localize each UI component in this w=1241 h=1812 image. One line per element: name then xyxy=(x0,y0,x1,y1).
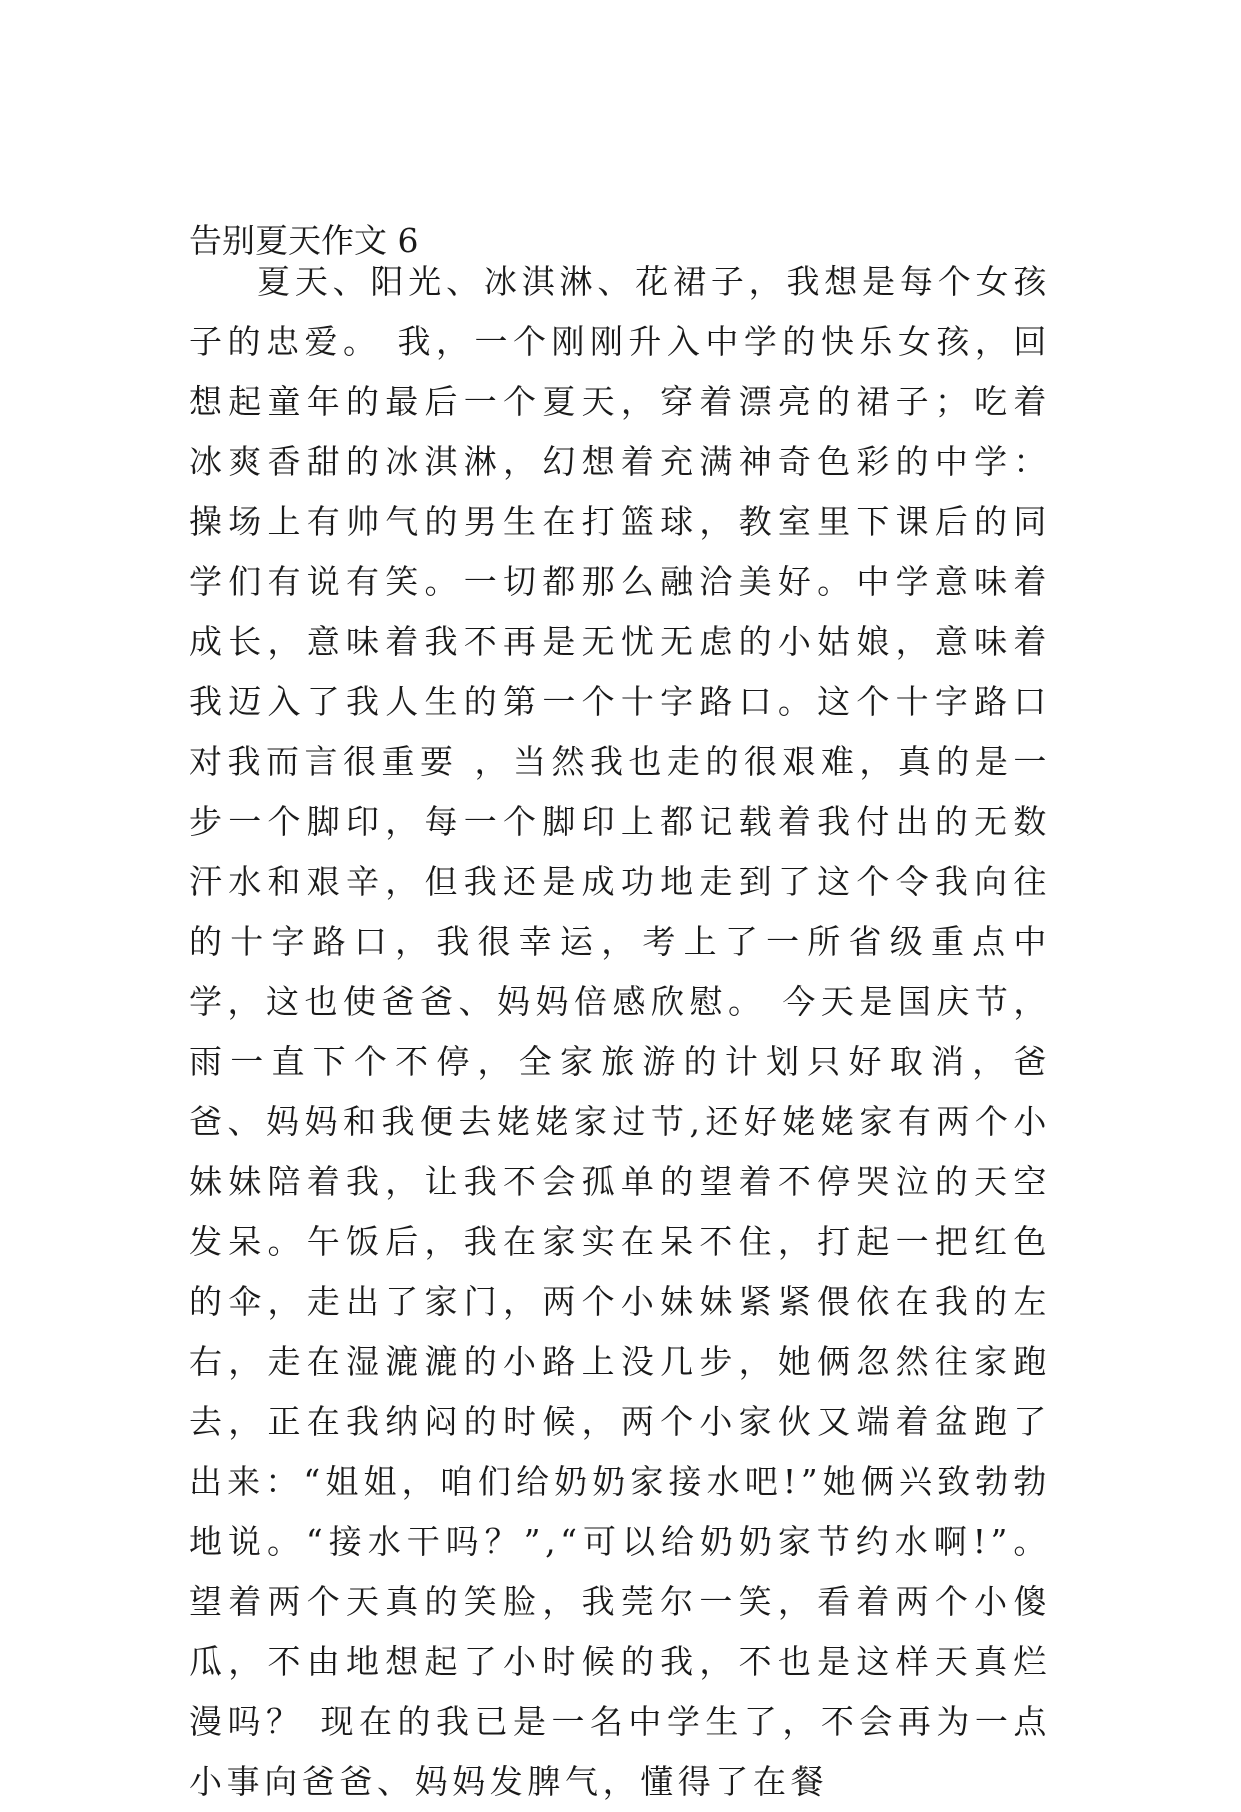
body-paragraph: 夏天、阳光、冰淇淋、花裙子，我想是每个女孩子的忠爱。 我，一个刚刚升入中学的快乐女孩，回想起童年的最后一个夏天，穿着漂亮的裙子；吃着冰爽香甜的冰淇淋，幻想着充满神奇色彩的中学：操场上有帅气的男生在打篮球，教室里下课后的同学们有说有笑。一切都那么融洽美好。中学意味着成长，意味着我不再是无忧无虑的小姑娘，意味着我迈入了我人生的第一个十字路口。这个十字路口对我而言很重要 ，当然我也走的很艰难，真的是一步一个脚印，每一个脚印上都记载着我付出的无数汗水和艰辛，但我还是成功地走到了这个令我向往的十字路口，我很幸运，考上了一所省级重点中学，这也使爸爸、妈妈倍感欣慰。 今天是国庆节，雨一直下个不停，全家旅游的计划只好取消，爸爸、妈妈和我便去姥姥家过节,还好姥姥家有两个小妹妹陪着我，让我不会孤单的望着不停哭泣的天空发呆。午饭后，我在家实在呆不住，打起一把红色的伞，走出了家门，两个小妹妹紧紧偎依在我的左右，走在湿漉漉的小路上没几步，她俩忽然往家跑去，正在我纳闷的时候，两个小家伙又端着盆跑了出来：“姐姐，咱们给奶奶家接水吧!”她俩兴致勃勃地说。“接水干吗？”,“可以给奶奶家节约水啊!”。望着两个天真的笑脸，我莞尔一笑，看着两个小傻瓜，不由地想起了小时候的我，不也是这样天真烂漫吗？ 现在的我已是一名中学生了，不会再为一点小事向爸爸、妈妈发脾气，懂得了在餐 xyxy=(189,262,1051,1801)
document-title: 告别夏天作文 6 xyxy=(189,221,419,260)
